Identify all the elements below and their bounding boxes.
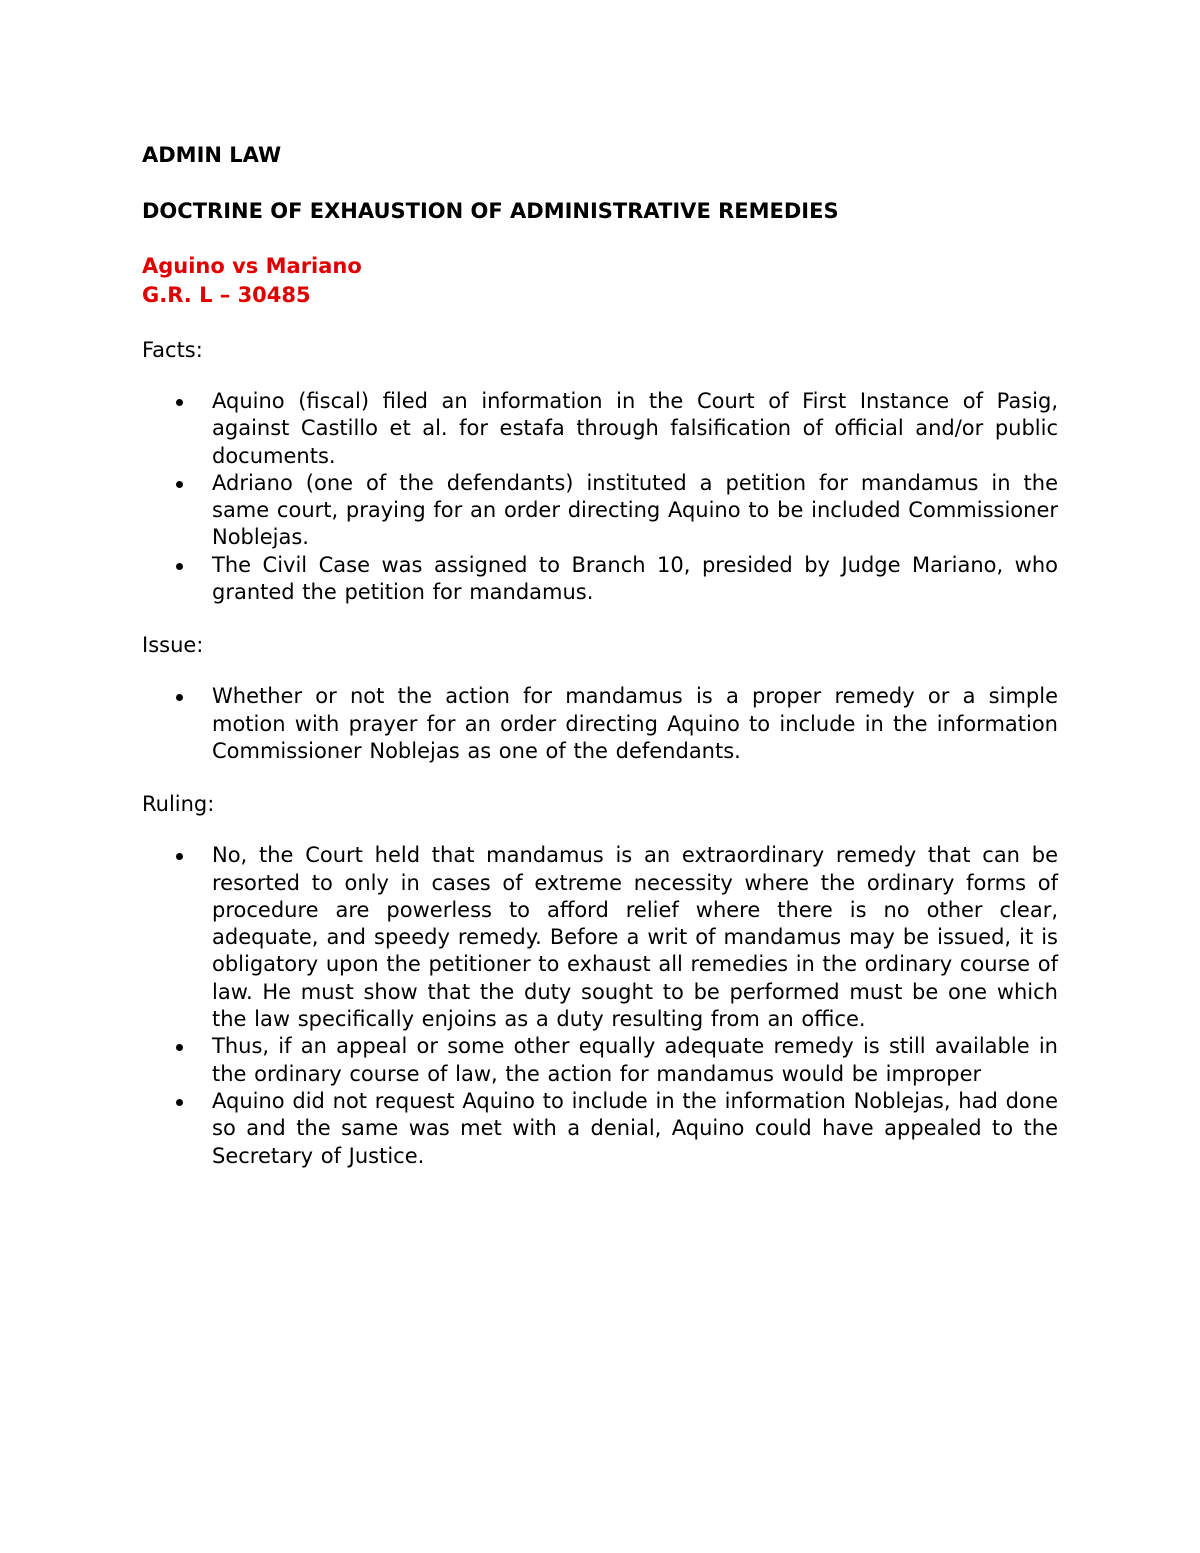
facts-list: [142, 388, 1058, 606]
list-item-text: Aquino (fiscal) filed an information in the Court of First Instance of Pasig, against Castillo et al. for estafa through falsification of official and/or public documents.: [212, 389, 1058, 468]
list-item: [142, 1033, 1058, 1088]
bullet-icon: [176, 481, 183, 488]
list-item-text: Thus, if an appeal or some other equally adequate remedy is still available in the ordinary course of law, the action for mandamus would be improper: [212, 1034, 1058, 1086]
case-number: G.R. L – 30485: [142, 283, 311, 307]
bullet-icon: [176, 1044, 183, 1051]
list-item: [142, 1088, 1058, 1170]
list-item: [142, 552, 1058, 607]
document-title: ADMIN LAW: [142, 143, 282, 167]
ruling-label: Ruling:: [142, 792, 215, 817]
document-subtitle: DOCTRINE OF EXHAUSTION OF ADMINISTRATIVE REMEDIES: [142, 199, 839, 223]
bullet-icon: [176, 853, 183, 860]
list-item-text: Aquino did not request Aquino to include in the information Noblejas, had done so and the same was met with a denial, Aquino could have appealed to the Secretary of Justice.: [212, 1088, 1058, 1168]
case-name: Aguino vs Mariano: [142, 254, 362, 278]
bullet-icon: [176, 1099, 183, 1106]
list-item: [142, 842, 1058, 1033]
bullet-icon: [176, 399, 183, 406]
bullet-icon: [176, 694, 183, 701]
list-item: [142, 470, 1058, 552]
facts-label: Facts:: [142, 338, 203, 362]
issue-label: Issue:: [142, 633, 204, 658]
list-item: [142, 388, 1058, 470]
list-item-text: No, the Court held that mandamus is an extraordinary remedy that can be resorted to only in cases of extreme necessity where the ordinary forms of procedure are powerless to afford relief where there is no other clear, adequate, and speedy remedy. Before a writ of mandamus may be issued, it is obligatory upon the petitioner to exhaust all remedies in the ordinary course of law. He must show that the duty sought to be performed must be one which the law specifically enjoins as a duty resulting from an office.: [212, 843, 1058, 1032]
list-item-text: The Civil Case was assigned to Branch 10, presided by Judge Mariano, who granted the petition for mandamus.: [212, 552, 1058, 605]
ruling-list: [142, 842, 1058, 1170]
list-item-text: Adriano (one of the defendants) instituted a petition for mandamus in the same court, praying for an order directing Aquino to be included Commissioner Noblejas.: [212, 470, 1058, 550]
document-page: [142, 140, 1058, 1194]
list-item-text: Whether or not the action for mandamus is a proper remedy or a simple motion with prayer for an order directing Aquino to include in the information Commissioner Noblejas as one of the defendants.: [212, 684, 1058, 763]
list-item: [142, 683, 1058, 765]
issue-list: [142, 683, 1058, 765]
bullet-icon: [176, 563, 183, 570]
